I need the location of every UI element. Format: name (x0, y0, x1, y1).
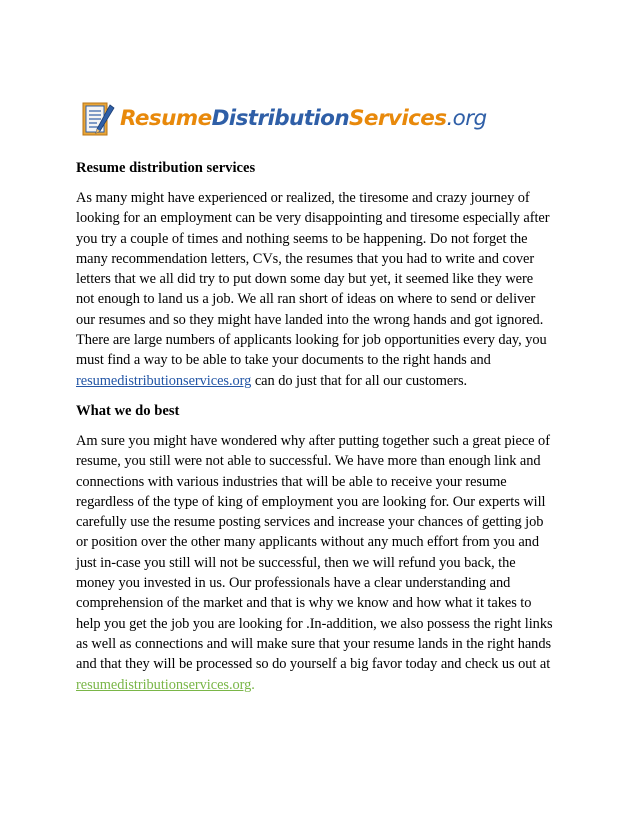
logo-word-services: Services (349, 106, 447, 132)
text-fragment: can do just that for all our customers. (251, 372, 468, 389)
text-line: as well as connections and will make sure that your resume lands in the right hands (76, 635, 552, 652)
text-line: carefully use the resume posting services and increase your chances of getting job (76, 514, 544, 531)
text-fragment: . (251, 676, 255, 693)
text-line: and that they will be processed so do yourself a big favor today and check us out at (76, 656, 551, 673)
text-line: you try a couple of times and nothing seems to be happening. Do not forget the (76, 230, 528, 247)
text-line: resume, you still were not able to successful. We have more than enough link and (76, 453, 541, 470)
document-pencil-icon (80, 99, 116, 139)
paragraph-services (76, 188, 566, 391)
text-line: Am sure you might have wondered why after putting together such a great piece of (76, 432, 550, 449)
site-logo[interactable] (80, 98, 487, 140)
text-line: help you get the job you are looking for .In-addition, we also possess the right links (76, 615, 553, 632)
document-body (76, 158, 566, 705)
logo-wordmark (120, 108, 487, 130)
text-line: comprehension of the market and that is why we know and how what it takes to (76, 595, 532, 612)
section-heading-services: Resume distribution services (76, 160, 256, 176)
text-line: our resumes and so they might have landed into the wrong hands and got ignored. (76, 311, 544, 328)
logo-word-distribution: Distribution (211, 106, 350, 132)
text-line: As many might have experienced or realized, the tiresome and crazy journey of (76, 190, 530, 206)
logo-tld: .org (446, 106, 487, 132)
text-line: regardless of the type of king of employment you are looking for. Our experts will (76, 493, 546, 510)
website-link[interactable]: resumedistributionservices.org (76, 676, 252, 693)
text-line: just in-case you still will not be successful, then we will refund you back, the (76, 554, 516, 571)
text-line: must find a way to be able to take your documents to the right hands and (76, 352, 491, 369)
text-line-with-link (76, 675, 566, 695)
text-line: not enough to land us a job. We all ran short of ideas on where to send or deliver (76, 291, 536, 308)
text-line: money you invested in us. Our professionals have a clear understanding and (76, 575, 511, 592)
text-line: many recommendation letters, CVs, the resumes that you had to write and cover (76, 250, 535, 267)
text-line: letters that we all did try to put down some day but yet, it seemed like they were (76, 271, 534, 288)
section-heading-what-we-do-best: What we do best (76, 402, 180, 419)
text-line: connections with various industries that will be able to receive your resume (76, 473, 507, 490)
text-line: or position over the other many applicants without any much effort from you and (76, 534, 539, 551)
text-line: There are large numbers of applicants looking for job opportunities every day, you (76, 332, 547, 349)
text-line: looking for an employment can be very disappointing and tiresome especially after (76, 210, 550, 227)
text-line-with-link (76, 371, 566, 391)
website-link[interactable]: resumedistributionservices.org (76, 372, 252, 389)
paragraph-what-we-do-best (76, 431, 566, 695)
logo-word-resume: Resume (120, 106, 212, 132)
